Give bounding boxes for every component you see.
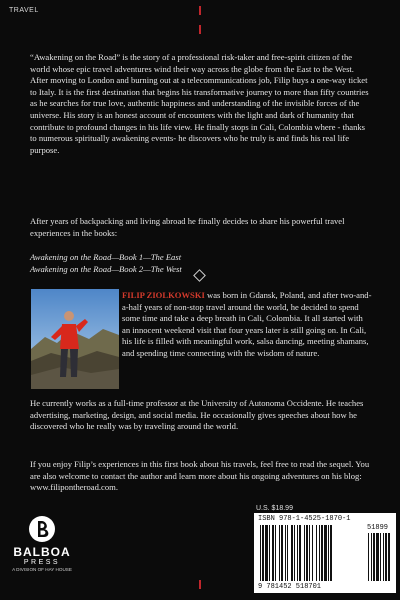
- intro-text: “Awakening on the Road” is the story of a professional risk-taker and free-spirit citizen of the world whose epic travel adventures wind their way across the globe from the East to the West. After moving to London and burning out at a telecommunications job, Filip buys a one-way ticket to Italy. It is the first destination that begins his transformative journey to more than fifty countries as he searches for true love, authentic happiness and understanding of the invisible forces of the universe. His story is an honest account of encounters with the light and dark of humanity that contribute to profound changes in his life view. He finally stops in Cali, Colombia where - thanks to numerous spiritually awakening events- he discovers who he truly is and finds his real life purpose.: [30, 52, 369, 155]
- author-bio-body: was born in Gdansk, Poland, and after two-and-a-half years of non-stop travel around the world, he decided to spend some time and take a deep breath in Cali, Colombia. It all started with an innocent weekend visit that four years later is still going on. In Cali, his life is filled with meaningful work, salsa dancing, meeting shamans, and spending time connecting with the wisdom of nature.: [122, 290, 372, 358]
- books-intro-paragraph: [30, 216, 370, 239]
- ean-digits: 9 781452 518701: [258, 583, 322, 591]
- price-label: U.S. $18.99: [256, 505, 293, 512]
- spine-dash: [199, 580, 201, 589]
- author-bio-text: [122, 290, 372, 360]
- intro-paragraph: [30, 52, 370, 156]
- sequel-text: If you enjoy Filip’s experiences in this first book about his travels, feel free to read the sequel. You are also welcome to contact the author and learn more about his ongoing adventures on his blog: www.filipontheroad.com.: [30, 459, 370, 493]
- book-title-1: Awakening on the Road—Book 1—The East: [30, 252, 182, 262]
- author-photo: [31, 289, 119, 389]
- barcode-block: [254, 513, 396, 593]
- book-title-2: Awakening on the Road—Book 2—The West: [30, 263, 182, 274]
- sequel-paragraph: [30, 459, 370, 494]
- isbn-text: ISBN 978-1-4525-1870-1: [258, 515, 351, 523]
- books-intro-text: After years of backpacking and living abroad he finally decides to share his powerful travel experiences in the books:: [30, 216, 345, 238]
- publisher-tagline: A DIVISION OF HAY HOUSE: [12, 567, 72, 572]
- author-name: FILIP ZIOLKOWSKI: [122, 290, 205, 300]
- publisher-name: BALBOA: [13, 545, 71, 559]
- genre-label: TRAVEL: [9, 7, 39, 14]
- author-career-paragraph: [30, 398, 370, 433]
- spine-dash: [199, 6, 201, 15]
- publisher-imprint: PRESS: [23, 559, 61, 566]
- balboa-b-icon: [28, 515, 56, 543]
- publisher-logo: [7, 515, 77, 595]
- addon-number: 51899: [367, 524, 389, 532]
- author-bio: [122, 290, 372, 360]
- spine-dash: [199, 25, 201, 34]
- author-career-text: He currently works as a full-time professor at the University of Autonoma Occidente. He teaches advertising, marketing, design, and social media. He occasionally gives speeches about how he discovered who he really was by traveling around the world.: [30, 398, 364, 432]
